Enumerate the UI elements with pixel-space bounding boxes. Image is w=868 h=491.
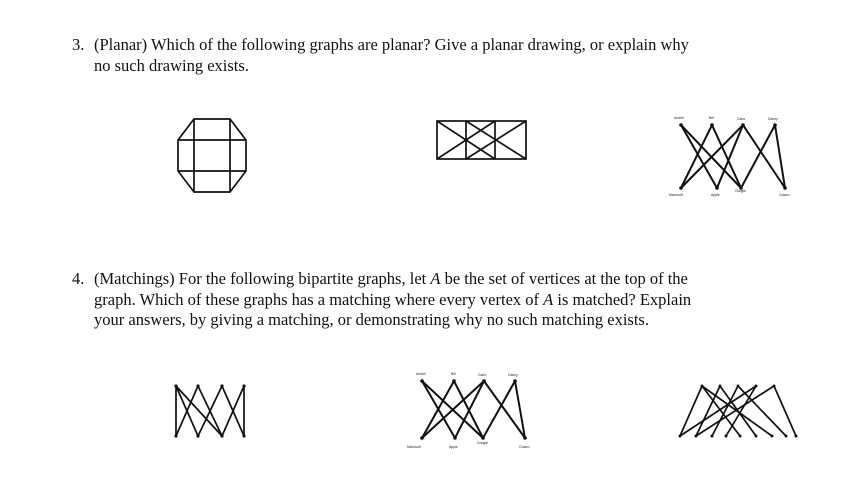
graph-bipartite-4c xyxy=(676,382,800,440)
problem-4-line-1 xyxy=(94,269,774,290)
vertex-label-microsoft: Microsoft xyxy=(669,193,683,197)
vertex-label-bill: Bill xyxy=(709,116,714,120)
problem-4-line-2-start: graph. Which of these graphs has a matching where every vertex of xyxy=(94,289,544,309)
problem-4-number: 4. xyxy=(72,269,85,288)
graph-bipartite-4a xyxy=(170,382,250,440)
graph-bipartite-labeled-2 xyxy=(405,368,535,454)
vertex-label-costco: Costco xyxy=(519,445,530,449)
vertex-label-google: Google xyxy=(735,189,746,193)
set-a-symbol: A xyxy=(430,269,441,288)
problem-4-line-2-end: is matched? Explain xyxy=(553,289,692,309)
vertex-label-costco: Costco xyxy=(779,193,790,197)
vertex-label-andrei: Andrei xyxy=(674,116,684,120)
problem-4-line-3: your answers, by giving a matching, or demonstrating why no such matching exists. xyxy=(94,310,649,329)
graph-bipartite-labeled-1 xyxy=(665,112,795,202)
graph-rectangle-cross xyxy=(436,120,527,160)
set-a-symbol: A xyxy=(543,289,554,309)
vertex-label-apple: Apple xyxy=(711,193,720,197)
vertex-label-carlo: Carlo xyxy=(737,117,746,121)
problem-3-text xyxy=(94,35,774,76)
problem-3-line-2: no such drawing exists. xyxy=(94,55,249,75)
vertex-label-bill: Bill xyxy=(451,372,456,376)
problem-3-number: 3. xyxy=(72,35,85,54)
vertex-label-google: Google xyxy=(477,441,488,445)
vertex-label-danny: Danny xyxy=(508,373,518,377)
vertex-label-carlo: Carlo xyxy=(478,373,487,377)
problem-3 xyxy=(72,35,792,79)
problem-4-line-1-end: be the set of vertices at the top of the xyxy=(440,269,688,288)
problem-4-text xyxy=(94,269,774,331)
problem-4-line-2 xyxy=(94,290,774,311)
graph-octagon xyxy=(174,116,250,196)
problem-3-line-1: (Planar) Which of the following graphs are planar? Give a planar drawing, or explain why xyxy=(94,35,689,54)
vertex-label-danny: Danny xyxy=(768,117,778,121)
vertex-label-microsoft: Microsoft xyxy=(407,445,421,449)
problem-4 xyxy=(72,269,792,335)
vertex-label-andrei: Andrei xyxy=(416,372,426,376)
vertex-label-apple: Apple xyxy=(449,445,458,449)
problem-4-line-1-start: (Matchings) For the following bipartite graphs, let xyxy=(94,269,431,288)
